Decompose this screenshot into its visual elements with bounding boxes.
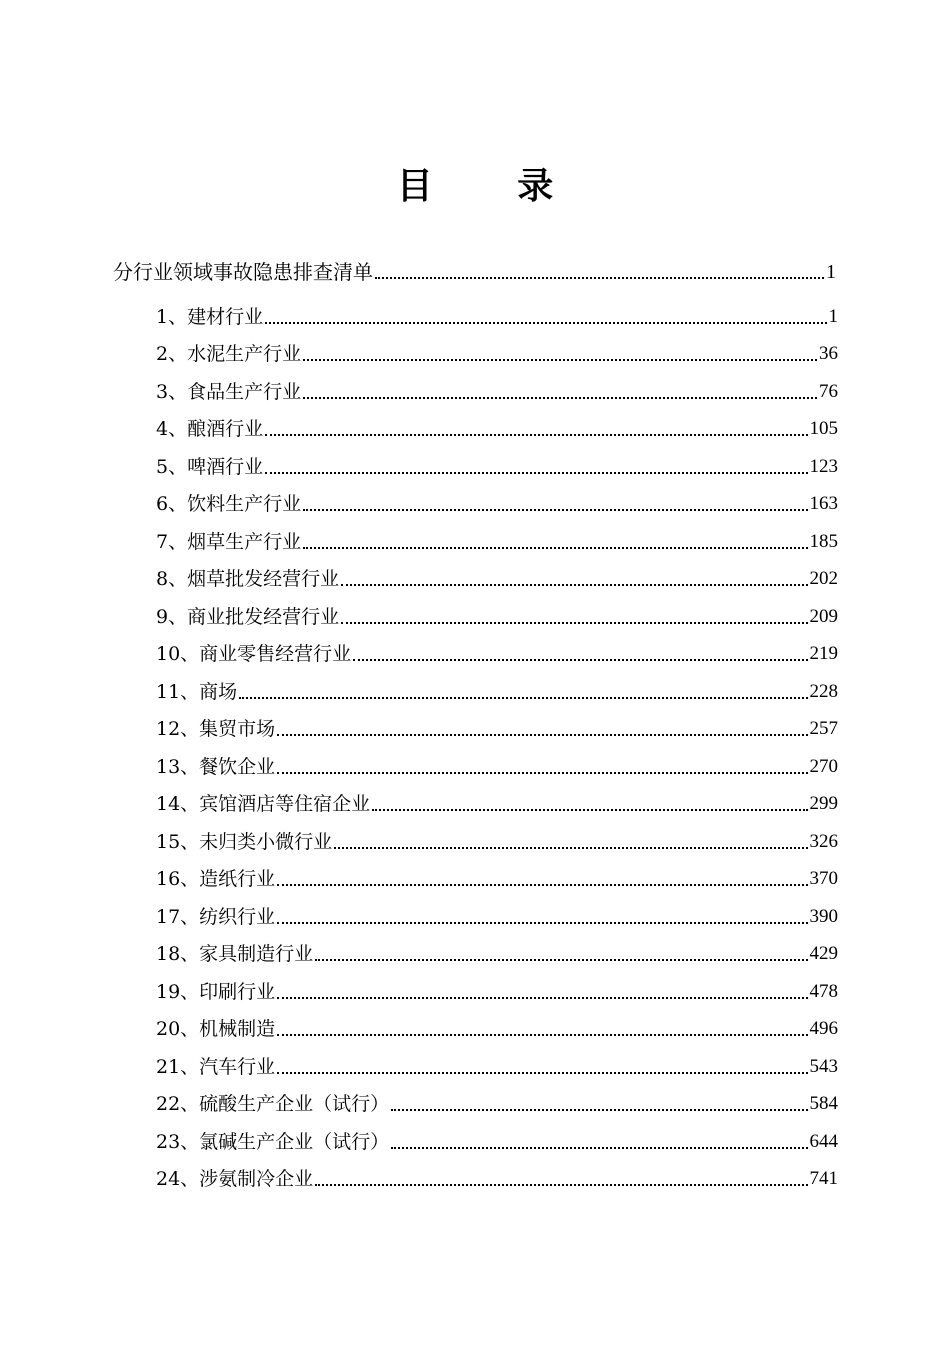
toc-entry-page: 185 — [809, 531, 838, 552]
toc-entry[interactable] — [156, 715, 838, 743]
toc-leader-dots — [315, 1184, 807, 1186]
toc-entry-label: 14、宾馆酒店等住宿企业 — [156, 793, 371, 815]
toc-entry-page: 163 — [809, 493, 838, 514]
toc-entry-page: 370 — [809, 868, 838, 889]
toc-entry[interactable] — [156, 415, 838, 443]
toc-entry-label: 23、氯碱生产企业（试行） — [156, 1131, 390, 1153]
toc-entry-page: 36 — [819, 343, 838, 364]
toc-entry[interactable] — [156, 528, 838, 556]
toc-leader-dots — [265, 472, 807, 474]
toc-entry[interactable] — [156, 1128, 838, 1156]
toc-entry-label: 22、硫酸生产企业（试行） — [156, 1093, 390, 1115]
toc-entry-page: 644 — [809, 1131, 838, 1152]
toc-entry-label: 21、汽车行业 — [156, 1056, 276, 1078]
toc-entry-label: 分行业领域事故隐患排查清单 — [113, 260, 373, 284]
toc-entry-label: 6、饮料生产行业 — [156, 493, 302, 515]
toc-entry-label: 11、商场 — [156, 681, 238, 703]
toc-leader-dots — [375, 277, 824, 279]
toc-entry-page: 741 — [809, 1168, 838, 1189]
toc-entry-page: 543 — [809, 1056, 838, 1077]
toc-entry[interactable] — [156, 678, 838, 706]
toc-entry-label: 12、集贸市场 — [156, 718, 276, 740]
toc-entry-page: 202 — [809, 568, 838, 589]
page-title: 目 录 — [396, 166, 590, 207]
toc-entry-label: 10、商业零售经营行业 — [156, 643, 352, 665]
toc-leader-dots — [341, 584, 807, 586]
toc-entry[interactable] — [156, 790, 838, 818]
toc-entry[interactable] — [156, 303, 838, 331]
toc-entry[interactable] — [156, 903, 838, 931]
toc-entry-page: 76 — [819, 381, 838, 402]
toc-entry-label: 17、纺织行业 — [156, 906, 276, 928]
toc-entry[interactable] — [156, 603, 838, 631]
toc-entry[interactable] — [156, 565, 838, 593]
toc-entry[interactable] — [156, 490, 838, 518]
toc-entry[interactable] — [156, 340, 838, 368]
toc-leader-dots — [277, 1072, 807, 1074]
toc-entry[interactable] — [156, 378, 838, 406]
toc-leader-dots — [277, 772, 807, 774]
toc-leader-dots — [391, 1147, 807, 1149]
toc-entry[interactable] — [156, 1165, 838, 1193]
toc-entry-page: 478 — [809, 981, 838, 1002]
toc-entry-label: 1、建材行业 — [156, 306, 264, 328]
toc-entry[interactable] — [156, 978, 838, 1006]
toc-entry-label: 16、造纸行业 — [156, 868, 276, 890]
toc-leader-dots — [277, 1034, 807, 1036]
toc-leader-dots — [303, 509, 807, 511]
toc-leader-dots — [353, 659, 807, 661]
toc-entry-page: 270 — [809, 756, 838, 777]
toc-entry-page: 429 — [809, 943, 838, 964]
toc-entry-label: 19、印刷行业 — [156, 981, 276, 1003]
toc-leader-dots — [315, 959, 807, 961]
toc-entry-page: 123 — [809, 456, 838, 477]
toc-entry-page: 496 — [809, 1018, 838, 1039]
toc-entry-page: 228 — [809, 681, 838, 702]
toc-entry-page: 390 — [809, 906, 838, 927]
toc-entry-page: 1 — [828, 306, 838, 327]
toc-entry-page: 257 — [809, 718, 838, 739]
toc-main-entry[interactable] — [113, 258, 836, 286]
toc-entry-page: 584 — [809, 1093, 838, 1114]
toc-entry-label: 13、餐饮企业 — [156, 756, 276, 778]
toc-entry-label: 3、食品生产行业 — [156, 381, 302, 403]
toc-leader-dots — [265, 322, 826, 324]
toc-leader-dots — [341, 622, 807, 624]
toc-entry-page: 219 — [809, 643, 838, 664]
toc-leader-dots — [303, 547, 807, 549]
toc-leader-dots — [334, 847, 807, 849]
toc-entry[interactable] — [156, 640, 838, 668]
toc-entry[interactable] — [156, 865, 838, 893]
toc-entry-page: 105 — [809, 418, 838, 439]
toc-entry[interactable] — [156, 1053, 838, 1081]
toc-entry[interactable] — [156, 753, 838, 781]
toc-entry-label: 20、机械制造 — [156, 1018, 276, 1040]
toc-entry[interactable] — [156, 940, 838, 968]
toc-leader-dots — [303, 397, 817, 399]
toc-entry-page: 1 — [826, 261, 836, 283]
toc-entry[interactable] — [156, 1090, 838, 1118]
toc-leader-dots — [277, 922, 807, 924]
toc-entry[interactable] — [156, 1015, 838, 1043]
toc-leader-dots — [391, 1109, 807, 1111]
toc-entry-label: 5、啤酒行业 — [156, 456, 264, 478]
toc-leader-dots — [277, 997, 807, 999]
toc-entry-page: 299 — [809, 793, 838, 814]
toc-leader-dots — [277, 734, 807, 736]
toc-leader-dots — [372, 809, 807, 811]
toc-entry-label: 15、未归类小微行业 — [156, 831, 333, 853]
toc-entry-label: 2、水泥生产行业 — [156, 343, 302, 365]
toc-leader-dots — [265, 434, 807, 436]
toc-entry-page: 209 — [809, 606, 838, 627]
toc-entry-label: 24、涉氨制冷企业 — [156, 1168, 314, 1190]
toc-entry-label: 9、商业批发经营行业 — [156, 606, 340, 628]
toc-entry-label: 4、酿酒行业 — [156, 418, 264, 440]
toc-leader-dots — [239, 697, 807, 699]
toc-entry[interactable] — [156, 828, 838, 856]
toc-entry-label: 7、烟草生产行业 — [156, 531, 302, 553]
toc-entry[interactable] — [156, 453, 838, 481]
toc-leader-dots — [303, 359, 817, 361]
toc-leader-dots — [277, 884, 807, 886]
toc-entry-label: 8、烟草批发经营行业 — [156, 568, 340, 590]
toc-entry-label: 18、家具制造行业 — [156, 943, 314, 965]
toc-entry-page: 326 — [809, 831, 838, 852]
